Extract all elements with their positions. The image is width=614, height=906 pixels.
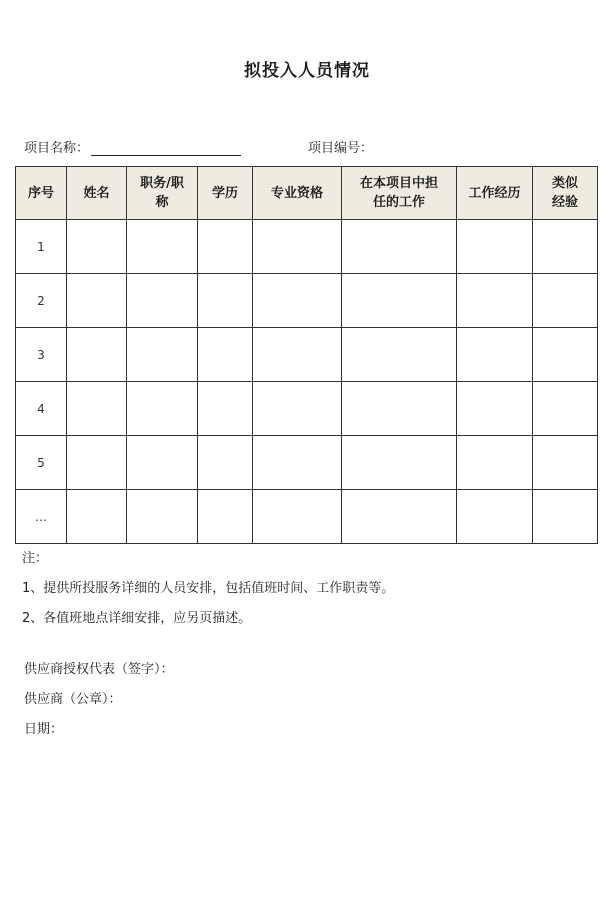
column-header: 学历 (198, 167, 253, 220)
table-cell[interactable] (457, 328, 533, 382)
table-cell[interactable] (67, 274, 127, 328)
table-cell[interactable] (127, 436, 198, 490)
table-header-row (16, 167, 598, 220)
table-cell[interactable] (342, 490, 457, 544)
table-cell[interactable] (533, 490, 598, 544)
table-cell[interactable] (253, 490, 342, 544)
table-row (16, 328, 598, 382)
table-cell[interactable] (198, 274, 253, 328)
row-index-cell: 2 (16, 274, 67, 328)
table-row (16, 274, 598, 328)
table-cell[interactable] (127, 274, 198, 328)
table-cell[interactable] (198, 328, 253, 382)
personnel-table (15, 166, 598, 544)
table-cell[interactable] (253, 274, 342, 328)
table-cell[interactable] (457, 382, 533, 436)
table-row (16, 436, 598, 490)
row-index-cell: 4 (16, 382, 67, 436)
table-cell[interactable] (533, 436, 598, 490)
column-header: 姓名 (67, 167, 127, 220)
column-header: 类似 经验 (533, 167, 598, 220)
table-cell[interactable] (457, 220, 533, 274)
table-cell[interactable] (198, 220, 253, 274)
table-cell[interactable] (67, 328, 127, 382)
table-cell[interactable] (342, 436, 457, 490)
table-cell[interactable] (127, 490, 198, 544)
date-label: 日期： (24, 722, 64, 737)
document-title: 拟投入人员情况 (244, 61, 370, 81)
column-header: 职务/职 称 (127, 167, 198, 220)
table-cell[interactable] (342, 328, 457, 382)
table-cell[interactable] (67, 220, 127, 274)
note-item: 1、提供所投服务详细的人员安排，包括值班时间、工作职责等。 (22, 581, 395, 596)
signature-section (24, 655, 174, 745)
notes-heading: 注： (22, 551, 49, 566)
table-cell[interactable] (127, 382, 198, 436)
table-cell[interactable] (457, 274, 533, 328)
note-item: 2、各值班地点详细安排，应另页描述。 (22, 611, 252, 626)
column-header: 专业资格 (253, 167, 342, 220)
table-cell[interactable] (253, 328, 342, 382)
table-cell[interactable] (67, 436, 127, 490)
table-cell[interactable] (457, 436, 533, 490)
row-index-cell: 5 (16, 436, 67, 490)
table-cell[interactable] (253, 382, 342, 436)
row-index-cell: 1 (16, 220, 67, 274)
project-name-blank (91, 141, 241, 156)
project-name-label: 项目名称： (24, 141, 90, 156)
row-index-cell: 3 (16, 328, 67, 382)
column-header: 在本项目中担 任的工作 (342, 167, 457, 220)
column-header: 工作经历 (457, 167, 533, 220)
row-index-cell: … (16, 490, 67, 544)
table-cell[interactable] (342, 274, 457, 328)
table-cell[interactable] (533, 274, 598, 328)
table-cell[interactable] (67, 490, 127, 544)
table-row (16, 382, 598, 436)
table-cell[interactable] (127, 220, 198, 274)
table-cell[interactable] (198, 436, 253, 490)
supplier-seal-label: 供应商（公章）： (24, 692, 122, 707)
table-row (16, 220, 598, 274)
column-header: 序号 (16, 167, 67, 220)
table-cell[interactable] (127, 328, 198, 382)
table-cell[interactable] (67, 382, 127, 436)
table-cell[interactable] (533, 328, 598, 382)
table-cell[interactable] (253, 436, 342, 490)
table-cell[interactable] (457, 490, 533, 544)
project-number-row (308, 137, 373, 156)
table-cell[interactable] (198, 490, 253, 544)
table-body (16, 220, 598, 544)
project-name-row (24, 137, 241, 156)
table-cell[interactable] (342, 220, 457, 274)
table-cell[interactable] (342, 382, 457, 436)
project-number-label: 项目编号： (308, 141, 374, 156)
table-cell[interactable] (533, 220, 598, 274)
table-row (16, 490, 598, 544)
notes-section (22, 544, 394, 634)
table-cell[interactable] (198, 382, 253, 436)
table-cell[interactable] (253, 220, 342, 274)
authorized-rep-label: 供应商授权代表（签字）： (24, 662, 174, 677)
table-cell[interactable] (533, 382, 598, 436)
